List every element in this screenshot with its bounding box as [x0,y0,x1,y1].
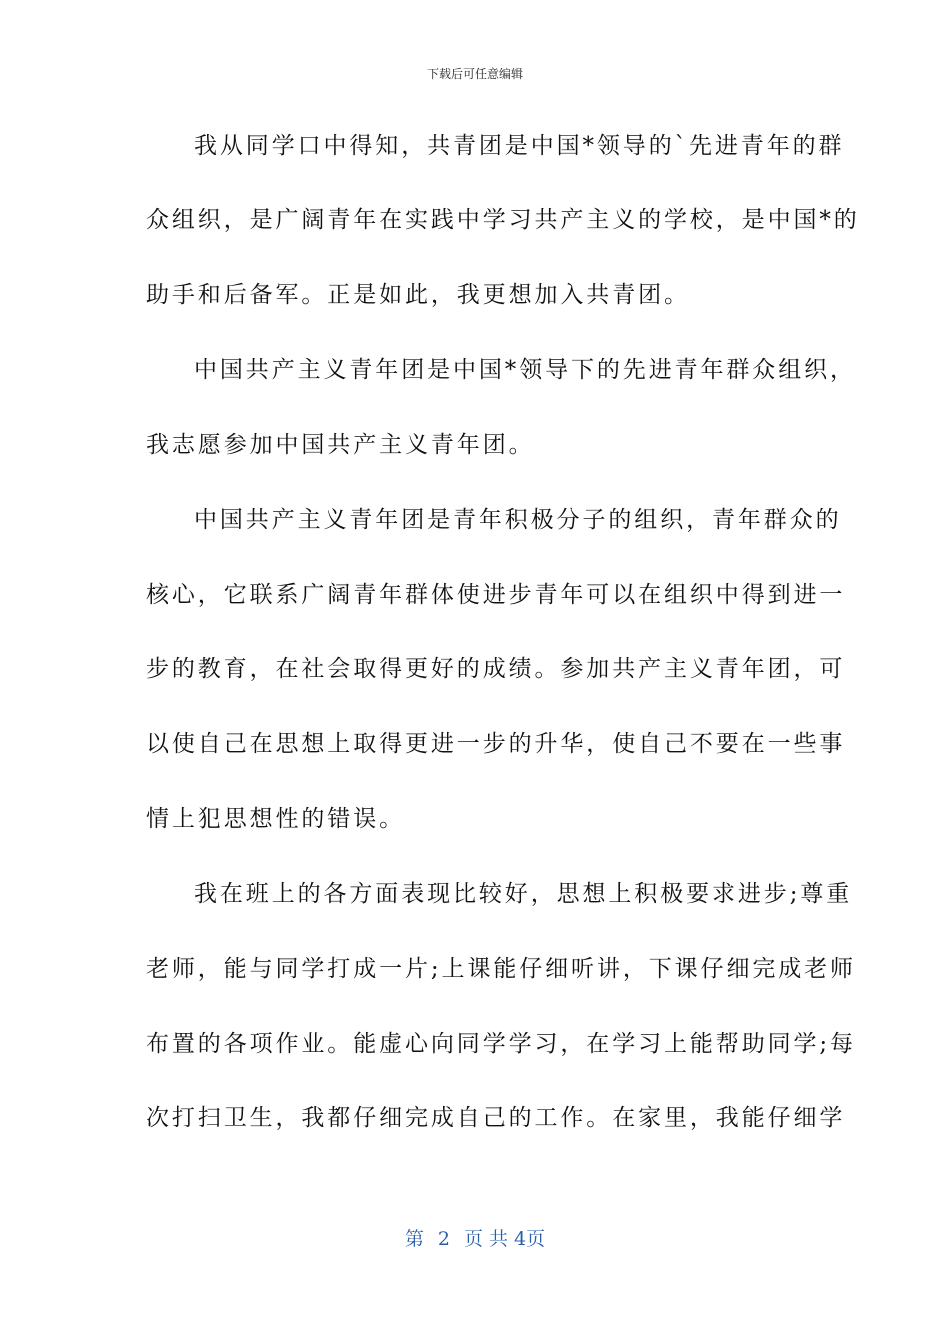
text-line: 老师，能与同学打成一片;上课能仔细听讲，下课仔细完成老师 [146,956,856,982]
text-line: 我从同学口中得知，共青团是中国*领导的`先进青年的群 [194,133,845,159]
text-line: 核心，它联系广阔青年群体使进步青年可以在组织中得到进一 [146,582,846,608]
current-page-number: 2 [437,1228,450,1250]
text-line: 步的教育，在社会取得更好的成绩。参加共产主义青年团，可 [146,656,846,682]
page-number-footer [0,1226,950,1252]
text-line: 中国共产主义青年团是青年积极分子的组织，青年群众的 [194,507,842,533]
total-pages-number: 4 [514,1228,527,1250]
text-line: 情上犯思想性的错误。 [146,806,405,832]
text-line: 以使自己在思想上取得更进一步的升华，使自己不要在一些事 [146,731,846,757]
text-line: 次打扫卫生，我都仔细完成自己的工作。在家里，我能仔细学 [146,1105,846,1131]
page-label-suffix: 页 [526,1228,546,1250]
page-label-mid: 页 共 [463,1228,509,1250]
page-header-note: 下载后可任意编辑 [426,67,523,81]
text-line: 我志愿参加中国共产主义青年团。 [146,432,535,458]
text-line: 我在班上的各方面表现比较好，思想上积极要求进步;尊重 [194,881,853,907]
text-line: 助手和后备军。正是如此，我更想加入共青团。 [146,282,690,308]
page-label-prefix: 第 [404,1228,424,1250]
text-line: 众组织，是广阔青年在实践中学习共产主义的学校，是中国*的 [146,207,860,233]
text-line: 中国共产主义青年团是中国*领导下的先进青年群众组织， [194,357,856,383]
text-line: 布置的各项作业。能虚心向同学学习，在学习上能帮助同学;每 [146,1031,856,1057]
